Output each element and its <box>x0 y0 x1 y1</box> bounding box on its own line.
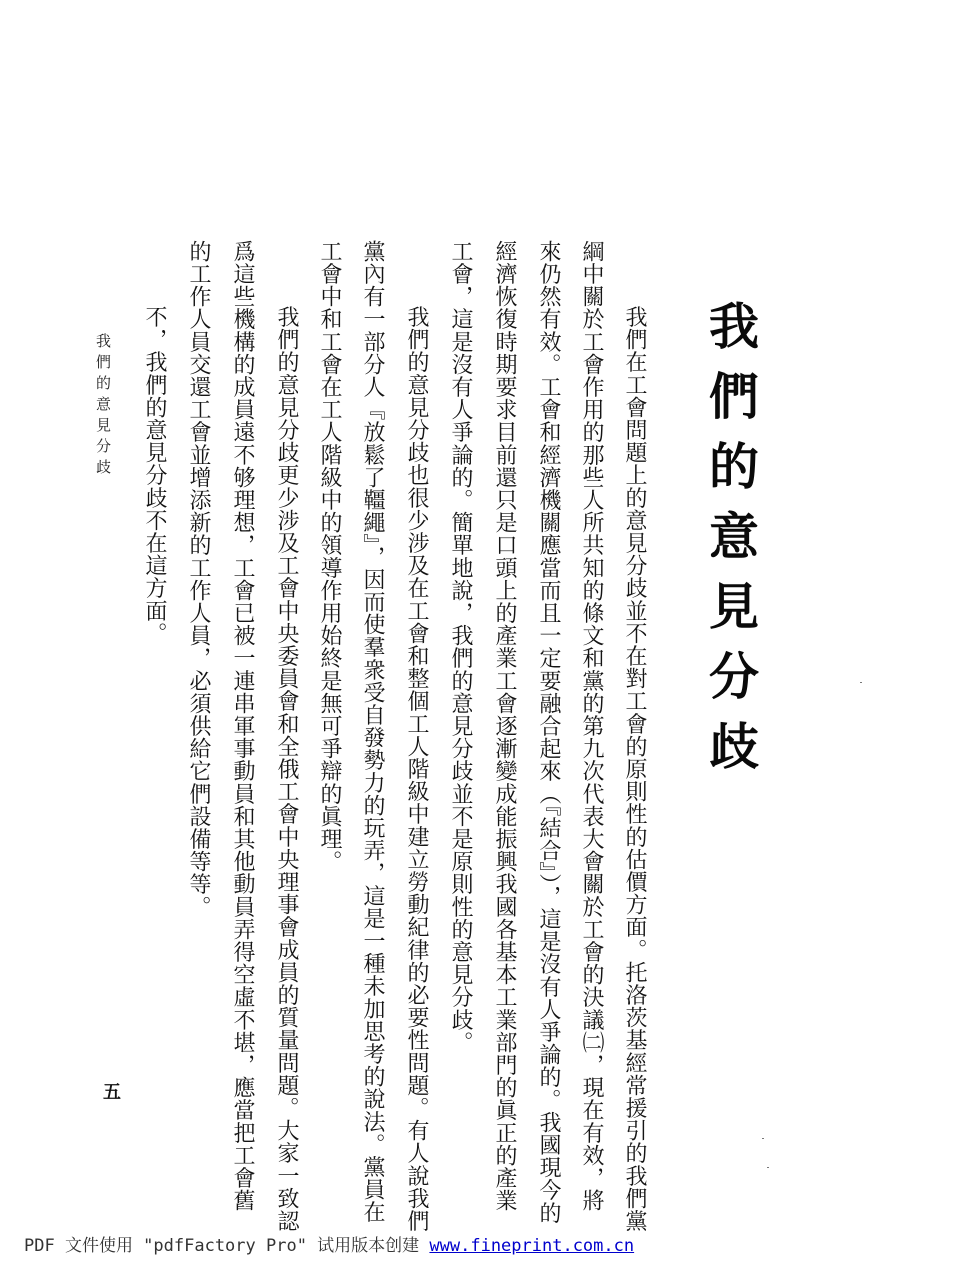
text-column: 我們在工會問題上的意見分歧並不在對工會的原則性的估價方面。托洛茨基經常援引的我們黨 <box>622 283 647 1233</box>
pdf-footer <box>24 1231 634 1256</box>
text-column: 爲這些機構的成員遠不够理想，工會已被一連串軍事動員和其他動員弄得空虛不堪，應當把工會舊 <box>230 240 255 1212</box>
text-column: 我們的意見分歧也很少涉及在工會和整個工人階級中建立勞動紀律的必要性問題。有人說我們 <box>404 283 429 1233</box>
scan-speck <box>767 1167 769 1168</box>
text-column: 不，我們的意見分歧不在這方面。 <box>142 283 167 645</box>
text-column: 工會，這是沒有人爭論的。簡單地說，我們的意見分歧並不是原則性的意見分歧。 <box>448 240 473 1054</box>
text-column: 經濟恢復時期要求目前還只是口頭上的產業工會逐漸變成能振興我國各基本工業部門的眞正的產業 <box>492 240 517 1212</box>
text-column: 來仍然有效。工會和經濟機關應當而且一定要融合起來（『結合』），這是沒有人爭論的。我國現今的 <box>536 240 561 1224</box>
scan-speck <box>762 1138 764 1139</box>
footer-link[interactable]: www.fineprint.com.cn <box>429 1236 635 1256</box>
text-column: 我們的意見分歧更少涉及工會中央委員會和全俄工會中央理事會成員的質量問題。大家一致認 <box>274 283 299 1233</box>
text-column: 的工作人員交還工會並增添新的工作人員，必須供給它們設備等等。 <box>186 240 211 918</box>
running-head: 我們的意見分歧 <box>94 333 112 480</box>
text-column: 黨內有一部分人『放鬆了韁繩』，因而使羣衆受自發勢力的玩弄，這是一種未加思考的說法。黨員在 <box>360 240 385 1224</box>
page-number: 五 <box>103 1082 121 1103</box>
scan-speck <box>860 682 862 683</box>
chapter-title: 我們的意見分歧 <box>701 300 759 790</box>
text-column: 綱中關於工會作用的那些人所共知的條文和黨的第九次代表大會關於工會的決議㈡，現在有效，將 <box>579 240 604 1212</box>
footer-text: PDF 文件使用 "pdfFactory Pro" 试用版本创建 <box>24 1236 430 1256</box>
text-column: 工會中和工會在工人階級中的領導作用始終是無可爭辯的眞理。 <box>317 240 342 873</box>
